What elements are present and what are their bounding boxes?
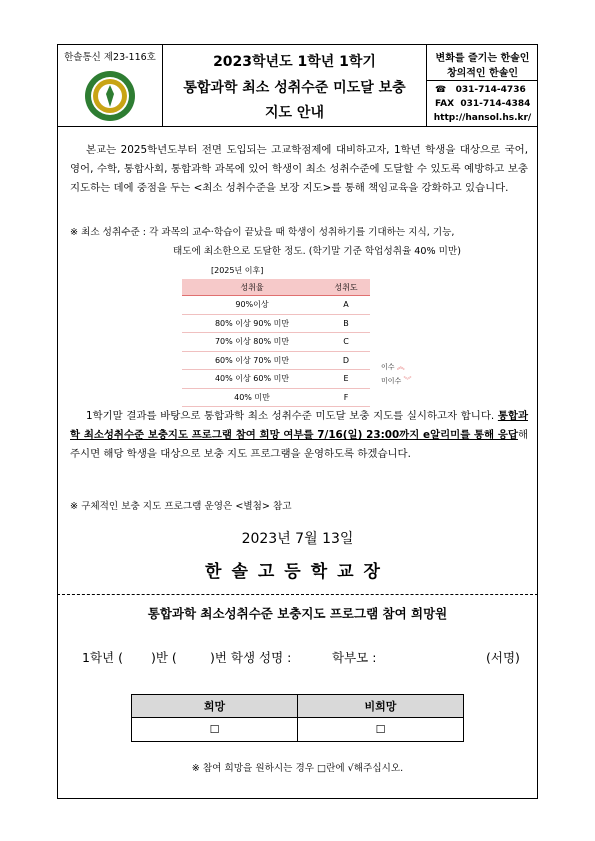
fax-row: [435, 99, 530, 109]
slogan-line-2: 창의적인 한솔인: [446, 68, 519, 79]
fax-label: FAX: [435, 99, 455, 109]
signature-label: (서명): [486, 650, 520, 665]
no-wish-checkbox[interactable]: ☐: [298, 718, 464, 742]
rate-cell: 40% 이상 60% 미만: [182, 370, 322, 389]
table-row: [182, 370, 370, 389]
application-title: 통합과학 최소성취수준 보충지도 프로그램 참여 희망원: [147, 606, 448, 621]
program-text-emphasis: 통합과학 최소성취수준 보충지도 프로그램 참여 희망 여부를 7/16(일) 23:00까지 e알리미를 통해 응답: [70, 410, 528, 441]
title-line-1: 2023학년도 1학년 1학기: [213, 54, 376, 70]
grade-cell: A: [322, 296, 370, 315]
col-no-wish: 비희망: [298, 695, 464, 718]
program-text-a: 1학기말 결과를 바탕으로 통합과학 최소 성취수준 미도달 보충 지도를 실시하고자 합니다.: [86, 410, 498, 422]
slogan-line-1: 변화를 즐기는 한솔인: [435, 53, 530, 64]
grade-cell: C: [322, 333, 370, 352]
issue-number: 한솔통신 제23-116호: [64, 52, 156, 63]
rate-cell: 70% 이상 80% 미만: [182, 333, 322, 352]
school-logo: [84, 70, 136, 122]
rate-cell: 80% 이상 90% 미만: [182, 314, 322, 333]
header-title: [163, 44, 427, 126]
header-left: [57, 44, 163, 126]
program-text-b: 해주시면 해당 학생을 대상으로 보충 지도 프로그램을 운영하도록 하겠습니다.: [70, 429, 528, 460]
col-wish: 희망: [132, 695, 298, 718]
pass-label: 이수: [381, 363, 395, 371]
program-paragraph: [70, 407, 528, 464]
definition-note: [70, 223, 530, 261]
appendix-note: ※ 구체적인 보충 지도 프로그램 운영은 <별첨> 참고: [70, 501, 292, 512]
fail-label: 미이수: [381, 377, 402, 385]
tel-number: 031-714-4736: [455, 85, 526, 95]
letter-date: 2023년 7월 13일: [241, 531, 354, 547]
student-name-label: )번 학생 성명 :: [210, 650, 292, 665]
grade-label: 1학년 (: [82, 650, 123, 665]
letter-header: [57, 44, 538, 126]
table-row: [182, 333, 370, 352]
school-principal: 한솔고등학교장: [205, 562, 390, 582]
tel-row: [435, 85, 526, 95]
definition-line-2: 태도에 최소한으로 도달한 정도. (학기말 기준 학업성취율 40% 미만): [173, 246, 461, 257]
table-row: [182, 296, 370, 315]
divider: [427, 80, 538, 81]
rate-cell: 60% 이상 70% 미만: [182, 351, 322, 370]
grade-cell: F: [322, 388, 370, 407]
intro-paragraph: 본교는 2025학년도부터 전면 도입되는 고교학점제에 대비하고자, 1학년 학생을 대상으로 국어, 영어, 수학, 통합사회, 통합과학 과목에 있어 학생이 최소 성취수준에 도달할 수 있도록 예방하고 보충 지도하는 데에 중점을 두는 <최소 성취수준을 보장 지도>를 통해 책임교육을 강화하고 있습니다.: [70, 144, 528, 194]
table-header-grade: 성취도: [322, 279, 370, 296]
header-contact: [427, 44, 538, 126]
chevron-up-icon: ︽: [396, 362, 405, 371]
chevron-down-icon: ︾: [403, 376, 412, 385]
table-row: [182, 351, 370, 370]
table-title: [2025년 이후]: [211, 266, 264, 275]
fail-mark: [381, 375, 412, 386]
table-row: [182, 314, 370, 333]
participation-table: [131, 694, 464, 742]
grade-cell: B: [322, 314, 370, 333]
grade-cell: D: [322, 351, 370, 370]
class-label: )반 (: [151, 650, 177, 665]
table-header-rate: 성취율: [182, 279, 322, 296]
definition-line-1: ※ 최소 성취수준 : 각 과목의 교수·학습이 끝났을 때 학생이 성취하기를 기대하는 지식, 기능,: [70, 227, 455, 238]
parent-label: 학부모 :: [332, 650, 377, 665]
header-divider: [57, 126, 538, 127]
phone-icon: ☎: [435, 85, 447, 95]
rate-cell: 40% 미만: [182, 388, 322, 407]
grade-table: [182, 279, 370, 407]
check-instruction: ※ 참여 희망을 원하시는 경우 □란에 √해주십시오.: [191, 763, 404, 774]
rate-cell: 90%이상: [182, 296, 322, 315]
school-url[interactable]: http://hansol.hs.kr/: [433, 113, 532, 123]
title-line-2: 통합과학 최소 성취수준 미도달 보충: [183, 80, 406, 96]
wish-checkbox[interactable]: ☐: [132, 718, 298, 742]
cut-line: [57, 594, 538, 595]
pass-mark: [381, 361, 405, 372]
grade-cell: E: [322, 370, 370, 389]
title-line-3: 지도 안내: [265, 105, 324, 121]
table-row: [182, 388, 370, 407]
fax-number: 031-714-4384: [460, 99, 531, 109]
